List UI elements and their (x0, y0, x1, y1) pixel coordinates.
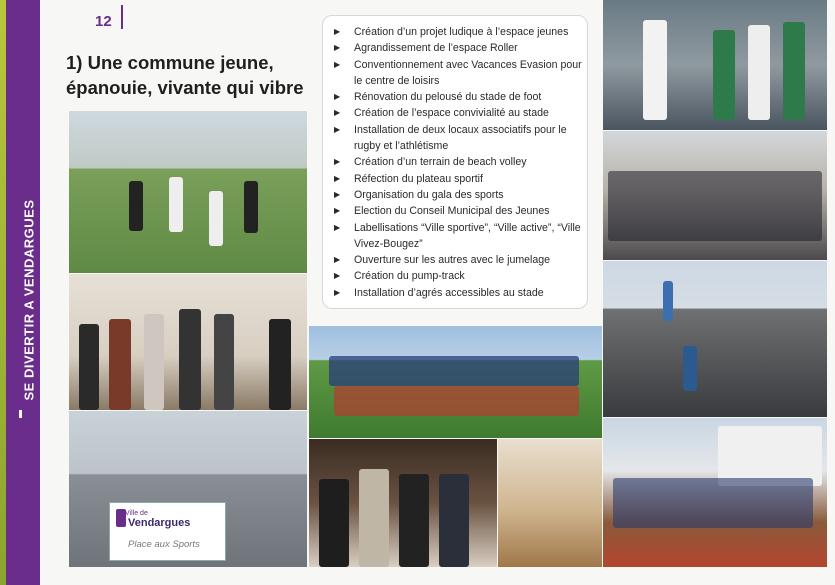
bullet-arrow-icon: ▶ (334, 206, 341, 216)
list-item: ▶ Organisation du gala des sports (332, 187, 584, 203)
list-item: ▶ Création du pump-track (332, 268, 584, 284)
list-item: ▶ Conventionnement avec Vacances Evasion pour le centre de loisirs (334, 58, 582, 87)
page-title (66, 50, 316, 100)
bullet-arrow-icon: ▶ (334, 189, 341, 199)
actions-box (322, 15, 588, 309)
bullet-arrow-icon: ▶ (334, 92, 341, 102)
bullet-arrow-icon: ▶ (334, 27, 341, 36)
actions-list (332, 24, 584, 301)
bullet-arrow-icon: ▶ (334, 157, 341, 167)
bullet-arrow-icon: ▶ (334, 255, 341, 265)
vendargues-banner (109, 502, 226, 561)
photo-sports-hall (498, 439, 602, 567)
list-item: ▶ Rénovation du pelousé du stade de foot (332, 89, 584, 105)
photo-award-ceremony (69, 274, 307, 410)
photo-place-aux-sports (69, 411, 307, 567)
photo-pump-track (603, 261, 827, 417)
sidebar-tick (19, 410, 22, 418)
title-line-1: 1) Une commune jeune, (66, 52, 274, 73)
bullet-arrow-icon: ▶ (334, 271, 341, 281)
list-item: ▶ Création de l’espace convivialité au stade (332, 105, 584, 121)
section-sidebar (6, 0, 40, 585)
bullet-arrow-icon: ▶ (334, 108, 341, 118)
photo-children-group (603, 131, 827, 260)
title-line-2: épanouie, vivante qui vibre (66, 77, 304, 98)
bullet-arrow-icon: ▶ (334, 287, 341, 297)
banner-subtitle: Place aux Sports (128, 539, 200, 550)
photo-youth-council (603, 0, 827, 130)
list-item: ▶ Agrandissement de l’espace Roller (332, 40, 584, 56)
bullet-arrow-icon: ▶ (334, 222, 341, 232)
banner-name: Vendargues (128, 517, 191, 529)
list-item: ▶ Réfection du plateau sportif (332, 171, 584, 187)
list-item: ▶ Création d’un projet ludique à l’espace jeunes (332, 24, 584, 40)
photo-ribbon-cutting (603, 418, 827, 567)
list-item: ▶ Installation d’agrés accessibles au stade (332, 285, 584, 301)
bullet-arrow-icon: ▶ (334, 43, 341, 53)
list-item: ▶ Election du Conseil Municipal des Jeunes (332, 203, 584, 219)
list-item: ▶ Installation de deux locaux associatifs pour le rugby et l’athlétisme (334, 123, 567, 153)
bullet-arrow-icon: ▶ (334, 59, 341, 69)
section-label: SE DIVERTIR A VENDARGUES (21, 199, 37, 401)
bullet-arrow-icon: ▶ (334, 124, 341, 134)
list-item: ▶ Labellisations “Ville sportive”, “Ville active”, “Ville Vivez-Bougez” (334, 221, 581, 250)
photo-football-team (309, 326, 602, 438)
bullet-arrow-icon: ▶ (334, 173, 341, 183)
photo-trophy-presentation (309, 439, 497, 567)
list-item: ▶ Ouverture sur les autres avec le jumelage (332, 252, 584, 268)
photo-kids-football (69, 111, 307, 273)
page-number-divider (121, 5, 123, 29)
list-item: ▶ Création d’un terrain de beach volley (332, 154, 584, 170)
banner-small-text: Ville de (125, 510, 148, 517)
page-number: 12 (95, 13, 112, 30)
